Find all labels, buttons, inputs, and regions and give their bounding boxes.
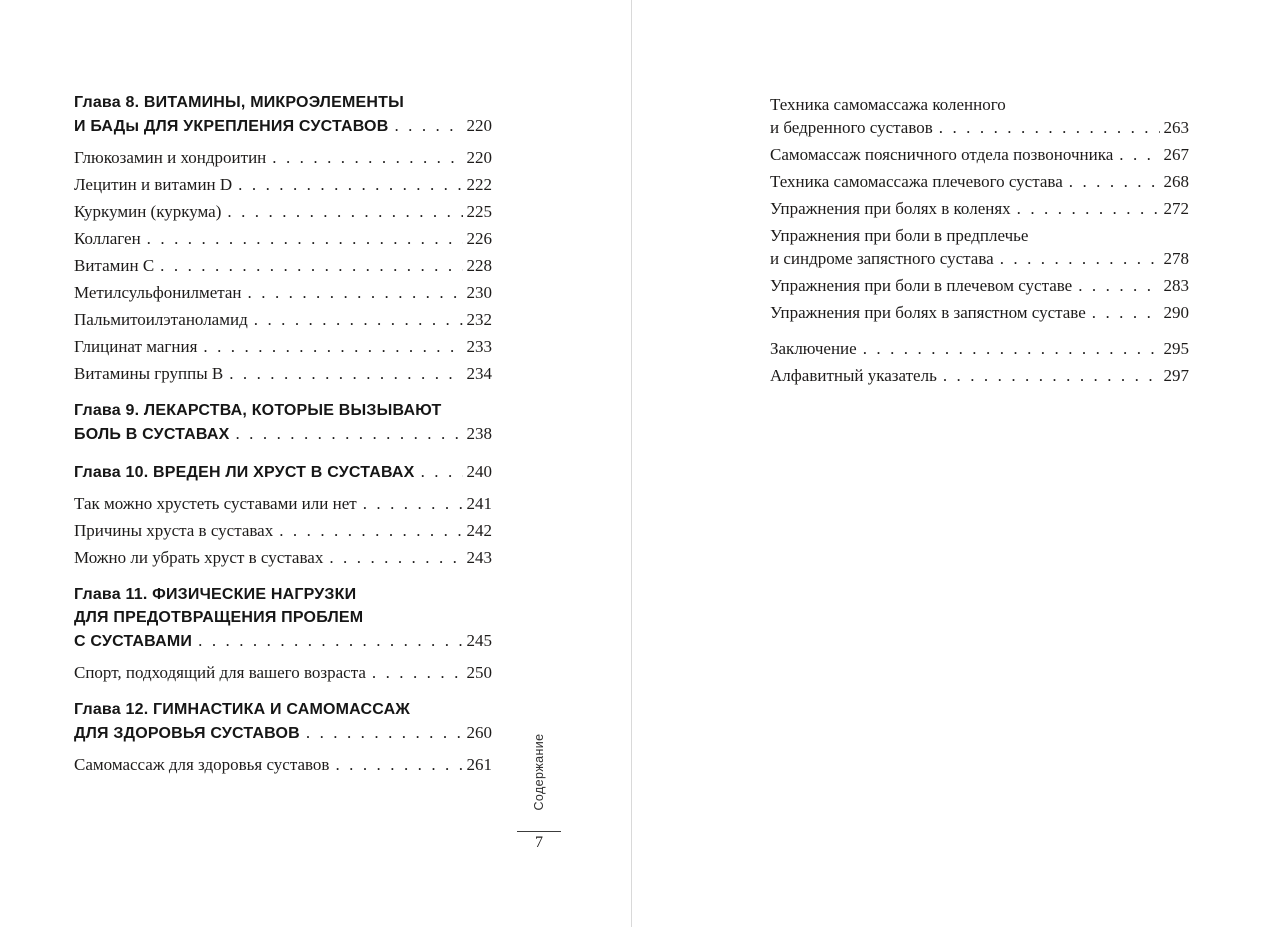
dot-leader <box>421 460 463 483</box>
toc-page-number: 220 <box>466 116 492 135</box>
toc-entry-title: Заключение <box>770 339 857 358</box>
toc-item-entry <box>74 281 492 304</box>
toc-entry-title: Глава 8. ВИТАМИНЫ, МИКРОЭЛЕМЕНТЫ <box>74 94 404 111</box>
toc-entry-title: Техника самомассажа коленного <box>770 95 1006 114</box>
toc-entry-title: и бедренного суставов <box>770 118 933 137</box>
toc-item-entry <box>74 308 492 331</box>
dot-leader <box>394 114 462 137</box>
toc-entry-title: Так можно хрустеть суставами или нет <box>74 494 357 513</box>
toc-item-entry <box>74 146 492 169</box>
toc-page-number: 222 <box>466 175 492 194</box>
dot-leader <box>306 721 463 744</box>
toc-entry-line <box>74 335 492 358</box>
toc-entry-line <box>770 301 1189 324</box>
toc-entry-line <box>74 399 492 422</box>
toc-entry-title: Глава 10. ВРЕДЕН ЛИ ХРУСТ В СУСТАВАХ <box>74 464 415 481</box>
toc-page-number: 267 <box>1163 145 1189 164</box>
toc-page-number: 272 <box>1163 199 1189 218</box>
toc-item-entry <box>74 546 492 569</box>
toc-entry-title: Глава 11. ФИЗИЧЕСКИЕ НАГРУЗКИ <box>74 586 357 603</box>
dot-leader <box>160 254 462 277</box>
toc-entry-title: Метилсульфонилметан <box>74 283 242 302</box>
toc-entry-title: Коллаген <box>74 229 141 248</box>
toc-entry-title: Упражнения при болях в коленях <box>770 199 1011 218</box>
toc-page-number: 242 <box>466 521 492 540</box>
toc-entry-line <box>74 492 492 515</box>
toc-entry-line <box>74 227 492 250</box>
toc-page-number: 278 <box>1163 249 1189 268</box>
toc-page-number: 250 <box>466 663 492 682</box>
toc-entry-title: Глава 9. ЛЕКАРСТВА, КОТОРЫЕ ВЫЗЫВАЮТ <box>74 402 442 419</box>
toc-page-number: 230 <box>466 283 492 302</box>
toc-entry-line <box>770 274 1189 297</box>
toc-item-entry <box>770 274 1189 297</box>
dot-leader <box>147 227 463 250</box>
toc-page-number: 220 <box>466 148 492 167</box>
toc-entry-title: Лецитин и витамин D <box>74 175 233 194</box>
dot-leader <box>363 492 463 515</box>
toc-entry-line <box>770 247 1189 270</box>
toc-item-entry <box>770 93 1189 139</box>
toc-entry-title: Техника самомассажа плечевого сустава <box>770 172 1063 191</box>
toc-entry-title: С СУСТАВАМИ <box>74 633 193 650</box>
toc-page-number: 283 <box>1163 276 1189 295</box>
toc-page-number: 243 <box>466 548 492 567</box>
toc-chapter-entry <box>74 399 492 446</box>
toc-entry-line <box>770 143 1189 166</box>
toc-entry-title: Витамин С <box>74 256 155 275</box>
toc-entry-title: Глицинат магния <box>74 337 198 356</box>
toc-item-entry <box>770 197 1189 220</box>
toc-entry-title: Спорт, подходящий для вашего возраста <box>74 663 366 682</box>
toc-page-number: 240 <box>466 462 492 481</box>
toc-page-number: 290 <box>1163 303 1189 322</box>
toc-item-entry <box>74 335 492 358</box>
toc-item-entry <box>770 224 1189 270</box>
toc-entry-line <box>74 254 492 277</box>
toc-entry-title: Самомассаж для здоровья суставов <box>74 755 330 774</box>
toc-entry-line <box>74 546 492 569</box>
dot-leader <box>1092 301 1160 324</box>
dot-leader <box>198 629 462 652</box>
toc-page-number: 233 <box>466 337 492 356</box>
toc-page-number: 241 <box>466 494 492 513</box>
toc-entry-title: ДЛЯ ЗДОРОВЬЯ СУСТАВОВ <box>74 725 300 742</box>
page-divider <box>631 0 632 927</box>
dot-leader <box>335 753 462 776</box>
toc-item-entry <box>770 143 1189 166</box>
toc-item-entry <box>770 337 1189 360</box>
toc-page-number: 263 <box>1163 118 1189 137</box>
toc-item-entry <box>74 519 492 542</box>
dot-leader <box>1078 274 1159 297</box>
toc-entry-line <box>770 93 1189 116</box>
toc-chapter-entry <box>74 91 492 138</box>
toc-page-number: 225 <box>466 202 492 221</box>
dot-leader <box>1069 170 1160 193</box>
dot-leader <box>1000 247 1160 270</box>
toc-entry-line <box>770 197 1189 220</box>
toc-page-number: 268 <box>1163 172 1189 191</box>
toc-item-entry <box>770 301 1189 324</box>
toc-page-number: 245 <box>466 631 492 650</box>
toc-entry-title: Алфавитный указатель <box>770 366 937 385</box>
toc-entry-line <box>74 308 492 331</box>
toc-entry-line <box>74 606 492 629</box>
toc-chapter-entry <box>74 698 492 745</box>
toc-item-entry <box>74 227 492 250</box>
toc-entry-title: Витамины группы В <box>74 364 224 383</box>
toc-entry-line <box>74 114 492 138</box>
toc-entry-line <box>74 362 492 385</box>
toc-page-number: 226 <box>466 229 492 248</box>
toc-page-number: 234 <box>466 364 492 383</box>
toc-item-entry <box>770 170 1189 193</box>
toc-entry-title: Упражнения при болях в запястном суставе <box>770 303 1086 322</box>
toc-item-entry <box>770 364 1189 387</box>
toc-entry-line <box>770 170 1189 193</box>
toc-entry-title: Можно ли убрать хруст в суставах <box>74 548 324 567</box>
dot-leader <box>372 661 463 684</box>
dot-leader <box>272 146 462 169</box>
toc-entry-title: Пальмитоилэтаноламид <box>74 310 248 329</box>
toc-right-page <box>770 93 1189 391</box>
toc-entry-line <box>74 753 492 776</box>
toc-chapter-entry <box>74 583 492 653</box>
dot-leader <box>235 422 462 445</box>
dot-leader <box>279 519 462 542</box>
toc-item-entry <box>74 661 492 684</box>
dot-leader <box>329 546 462 569</box>
toc-entry-line <box>74 281 492 304</box>
toc-entry-title: Куркумин (куркума) <box>74 202 222 221</box>
footer-page-number: 7 <box>535 834 543 851</box>
toc-entry-line <box>74 629 492 653</box>
toc-entry-line <box>770 116 1189 139</box>
section-label-vertical: Содержание <box>532 733 546 811</box>
dot-leader <box>863 337 1160 360</box>
toc-entry-line <box>74 173 492 196</box>
footer-rule <box>517 831 561 832</box>
toc-entry-title: Упражнения при боли в плечевом суставе <box>770 276 1073 295</box>
toc-entry-title: ДЛЯ ПРЕДОТВРАЩЕНИЯ ПРОБЛЕМ <box>74 609 364 626</box>
toc-entry-line <box>770 337 1189 360</box>
toc-page-number: 261 <box>466 755 492 774</box>
dot-leader <box>943 364 1160 387</box>
toc-page-number: 295 <box>1163 339 1189 358</box>
toc-left-page <box>74 91 492 780</box>
toc-item-entry <box>74 200 492 223</box>
toc-page-number: 238 <box>466 424 492 443</box>
dot-leader <box>248 281 463 304</box>
toc-page-number: 228 <box>466 256 492 275</box>
toc-entry-title: и синдроме запястного сустава <box>770 249 994 268</box>
toc-item-entry <box>74 362 492 385</box>
dot-leader <box>203 335 462 358</box>
toc-chapter-entry <box>74 460 492 484</box>
dot-leader <box>227 200 462 223</box>
toc-entry-title: БОЛЬ В СУСТАВАХ <box>74 426 230 443</box>
toc-item-entry <box>74 753 492 776</box>
dot-leader <box>254 308 463 331</box>
toc-entry-line <box>74 460 492 484</box>
dot-leader <box>1017 197 1160 220</box>
toc-page-number: 232 <box>466 310 492 329</box>
toc-page-number: 297 <box>1163 366 1189 385</box>
toc-entry-title: Упражнения при боли в предплечье <box>770 226 1029 245</box>
toc-page-number: 260 <box>466 723 492 742</box>
dot-leader <box>1119 143 1159 166</box>
toc-entry-line <box>770 224 1189 247</box>
toc-item-entry <box>74 492 492 515</box>
toc-entry-title: Глава 12. ГИМНАСТИКА И САМОМАССАЖ <box>74 701 411 718</box>
toc-entry-line <box>74 200 492 223</box>
dot-leader <box>238 173 462 196</box>
toc-entry-title: И БАДы ДЛЯ УКРЕПЛЕНИЯ СУСТАВОВ <box>74 118 389 135</box>
toc-entry-line <box>74 422 492 446</box>
toc-entry-line <box>74 146 492 169</box>
toc-entry-line <box>74 661 492 684</box>
toc-entry-line <box>74 698 492 721</box>
toc-entry-title: Самомассаж поясничного отдела позвоночника <box>770 145 1114 164</box>
toc-entry-line <box>770 364 1189 387</box>
dot-leader <box>229 362 462 385</box>
toc-item-entry <box>74 173 492 196</box>
toc-entry-title: Глюкозамин и хондроитин <box>74 148 267 167</box>
toc-entry-line <box>74 91 492 114</box>
toc-entry-line <box>74 519 492 542</box>
dot-leader <box>939 116 1160 139</box>
toc-entry-line <box>74 583 492 606</box>
toc-entry-title: Причины хруста в суставах <box>74 521 274 540</box>
toc-entry-line <box>74 721 492 745</box>
toc-item-entry <box>74 254 492 277</box>
